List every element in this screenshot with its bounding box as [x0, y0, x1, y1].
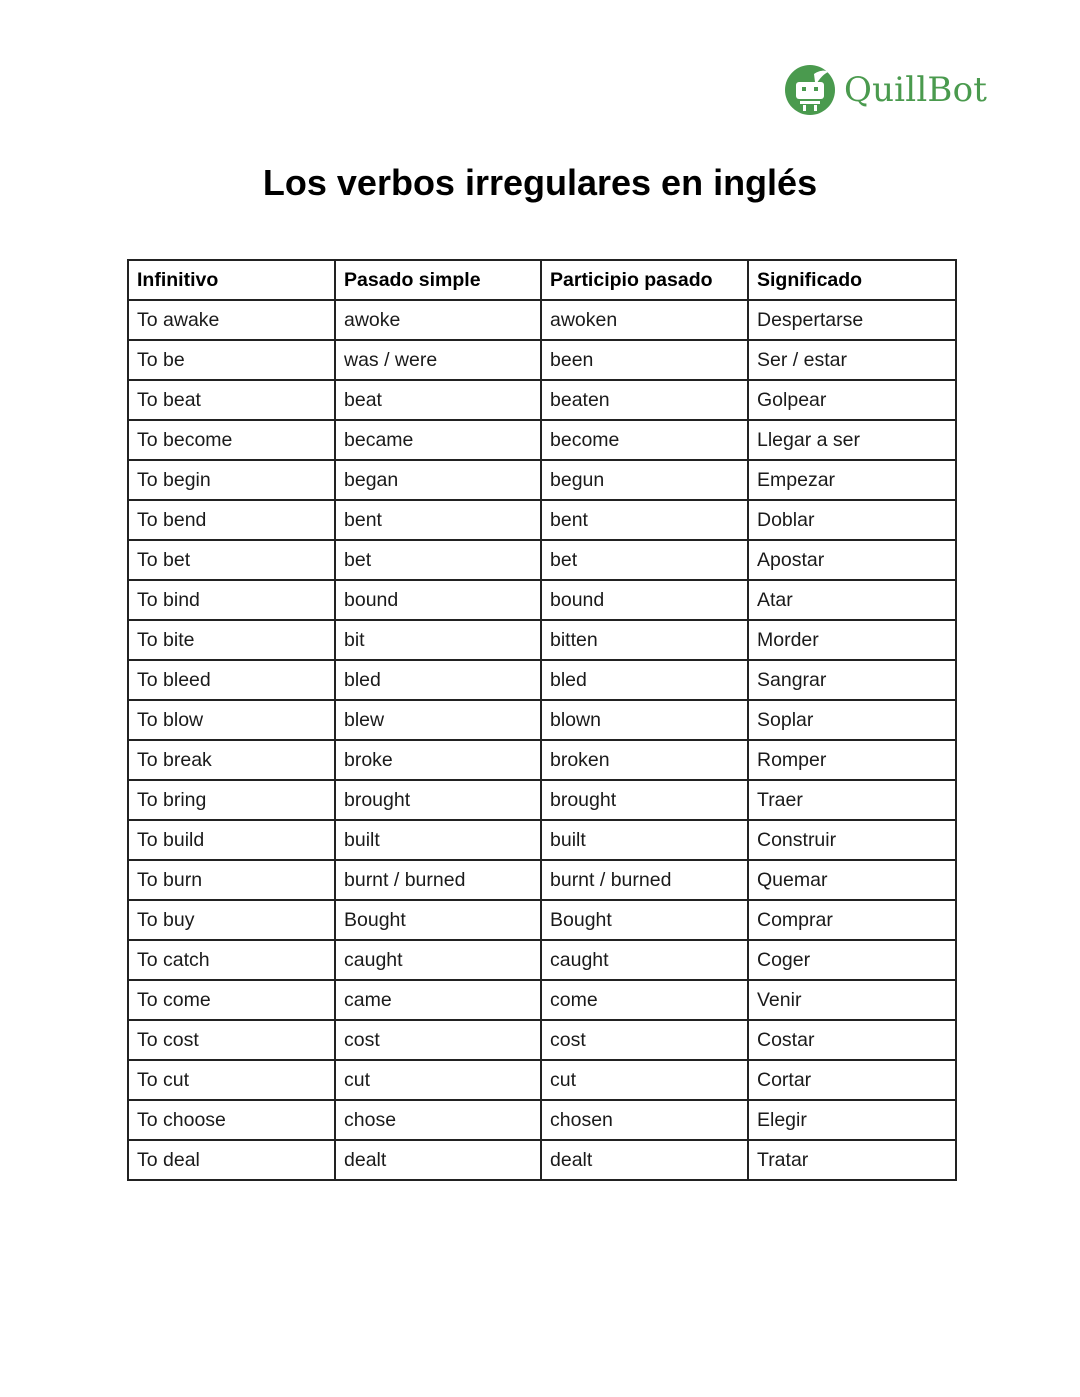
- pasado-simple-cell: bound: [335, 580, 541, 620]
- significado-cell: Elegir: [748, 1100, 956, 1140]
- participio-pasado-cell: bent: [541, 500, 748, 540]
- participio-pasado-cell: been: [541, 340, 748, 380]
- table-row: [128, 900, 956, 940]
- pasado-simple-cell: cost: [335, 1020, 541, 1060]
- table-row: [128, 980, 956, 1020]
- header-significado: Significado: [748, 260, 956, 300]
- table-row: [128, 740, 956, 780]
- infinitivo-cell: To bleed: [128, 660, 335, 700]
- participio-pasado-cell: brought: [541, 780, 748, 820]
- significado-cell: Soplar: [748, 700, 956, 740]
- significado-cell: Llegar a ser: [748, 420, 956, 460]
- pasado-simple-cell: dealt: [335, 1140, 541, 1180]
- significado-cell: Cortar: [748, 1060, 956, 1100]
- participio-pasado-cell: begun: [541, 460, 748, 500]
- significado-cell: Golpear: [748, 380, 956, 420]
- participio-pasado-cell: built: [541, 820, 748, 860]
- pasado-simple-cell: was / were: [335, 340, 541, 380]
- significado-cell: Traer: [748, 780, 956, 820]
- infinitivo-cell: To cut: [128, 1060, 335, 1100]
- table-row: [128, 580, 956, 620]
- pasado-simple-cell: became: [335, 420, 541, 460]
- pasado-simple-cell: bit: [335, 620, 541, 660]
- pasado-simple-cell: bet: [335, 540, 541, 580]
- significado-cell: Doblar: [748, 500, 956, 540]
- brand-name: QuillBot: [844, 70, 988, 110]
- infinitivo-cell: To awake: [128, 300, 335, 340]
- infinitivo-cell: To catch: [128, 940, 335, 980]
- table-row: [128, 660, 956, 700]
- pasado-simple-cell: broke: [335, 740, 541, 780]
- pasado-simple-cell: began: [335, 460, 541, 500]
- table-row: [128, 620, 956, 660]
- header-participio-pasado: Participio pasado: [541, 260, 748, 300]
- infinitivo-cell: To buy: [128, 900, 335, 940]
- infinitivo-cell: To choose: [128, 1100, 335, 1140]
- pasado-simple-cell: beat: [335, 380, 541, 420]
- pasado-simple-cell: Bought: [335, 900, 541, 940]
- header-pasado-simple: Pasado simple: [335, 260, 541, 300]
- participio-pasado-cell: Bought: [541, 900, 748, 940]
- header-infinitivo: Infinitivo: [128, 260, 335, 300]
- table-row: [128, 860, 956, 900]
- participio-pasado-cell: bound: [541, 580, 748, 620]
- participio-pasado-cell: bitten: [541, 620, 748, 660]
- pasado-simple-cell: caught: [335, 940, 541, 980]
- pasado-simple-cell: brought: [335, 780, 541, 820]
- participio-pasado-cell: become: [541, 420, 748, 460]
- infinitivo-cell: To beat: [128, 380, 335, 420]
- table-header-row: [128, 260, 956, 300]
- participio-pasado-cell: caught: [541, 940, 748, 980]
- significado-cell: Romper: [748, 740, 956, 780]
- participio-pasado-cell: bled: [541, 660, 748, 700]
- table-row: [128, 460, 956, 500]
- page-title: Los verbos irregulares en inglés: [262, 162, 818, 203]
- infinitivo-cell: To bring: [128, 780, 335, 820]
- significado-cell: Costar: [748, 1020, 956, 1060]
- significado-cell: Tratar: [748, 1140, 956, 1180]
- irregular-verbs-table: [127, 259, 957, 1181]
- infinitivo-cell: To bind: [128, 580, 335, 620]
- significado-cell: Atar: [748, 580, 956, 620]
- table-row: [128, 1140, 956, 1180]
- participio-pasado-cell: come: [541, 980, 748, 1020]
- pasado-simple-cell: came: [335, 980, 541, 1020]
- table-row: [128, 700, 956, 740]
- infinitivo-cell: To bet: [128, 540, 335, 580]
- infinitivo-cell: To deal: [128, 1140, 335, 1180]
- participio-pasado-cell: blown: [541, 700, 748, 740]
- pasado-simple-cell: blew: [335, 700, 541, 740]
- pasado-simple-cell: bent: [335, 500, 541, 540]
- quillbot-robot-icon: [784, 64, 836, 116]
- participio-pasado-cell: chosen: [541, 1100, 748, 1140]
- participio-pasado-cell: cut: [541, 1060, 748, 1100]
- infinitivo-cell: To bend: [128, 500, 335, 540]
- pasado-simple-cell: awoke: [335, 300, 541, 340]
- infinitivo-cell: To begin: [128, 460, 335, 500]
- table-row: [128, 1020, 956, 1060]
- participio-pasado-cell: awoken: [541, 300, 748, 340]
- infinitivo-cell: To be: [128, 340, 335, 380]
- pasado-simple-cell: bled: [335, 660, 541, 700]
- table-row: [128, 1060, 956, 1100]
- infinitivo-cell: To blow: [128, 700, 335, 740]
- infinitivo-cell: To burn: [128, 860, 335, 900]
- significado-cell: Coger: [748, 940, 956, 980]
- table-row: [128, 820, 956, 860]
- significado-cell: Comprar: [748, 900, 956, 940]
- infinitivo-cell: To bite: [128, 620, 335, 660]
- quillbot-logo: [784, 64, 987, 116]
- table-row: [128, 1100, 956, 1140]
- significado-cell: Sangrar: [748, 660, 956, 700]
- infinitivo-cell: To cost: [128, 1020, 335, 1060]
- significado-cell: Despertarse: [748, 300, 956, 340]
- table-row: [128, 940, 956, 980]
- pasado-simple-cell: burnt / burned: [335, 860, 541, 900]
- significado-cell: Quemar: [748, 860, 956, 900]
- participio-pasado-cell: dealt: [541, 1140, 748, 1180]
- significado-cell: Construir: [748, 820, 956, 860]
- infinitivo-cell: To come: [128, 980, 335, 1020]
- infinitivo-cell: To become: [128, 420, 335, 460]
- significado-cell: Empezar: [748, 460, 956, 500]
- infinitivo-cell: To build: [128, 820, 335, 860]
- participio-pasado-cell: beaten: [541, 380, 748, 420]
- table-row: [128, 340, 956, 380]
- significado-cell: Apostar: [748, 540, 956, 580]
- pasado-simple-cell: built: [335, 820, 541, 860]
- pasado-simple-cell: cut: [335, 1060, 541, 1100]
- significado-cell: Morder: [748, 620, 956, 660]
- table-row: [128, 540, 956, 580]
- table-row: [128, 780, 956, 820]
- participio-pasado-cell: cost: [541, 1020, 748, 1060]
- participio-pasado-cell: burnt / burned: [541, 860, 748, 900]
- infinitivo-cell: To break: [128, 740, 335, 780]
- significado-cell: Venir: [748, 980, 956, 1020]
- table-row: [128, 380, 956, 420]
- participio-pasado-cell: broken: [541, 740, 748, 780]
- table-row: [128, 500, 956, 540]
- participio-pasado-cell: bet: [541, 540, 748, 580]
- table-row: [128, 300, 956, 340]
- significado-cell: Ser / estar: [748, 340, 956, 380]
- table-row: [128, 420, 956, 460]
- pasado-simple-cell: chose: [335, 1100, 541, 1140]
